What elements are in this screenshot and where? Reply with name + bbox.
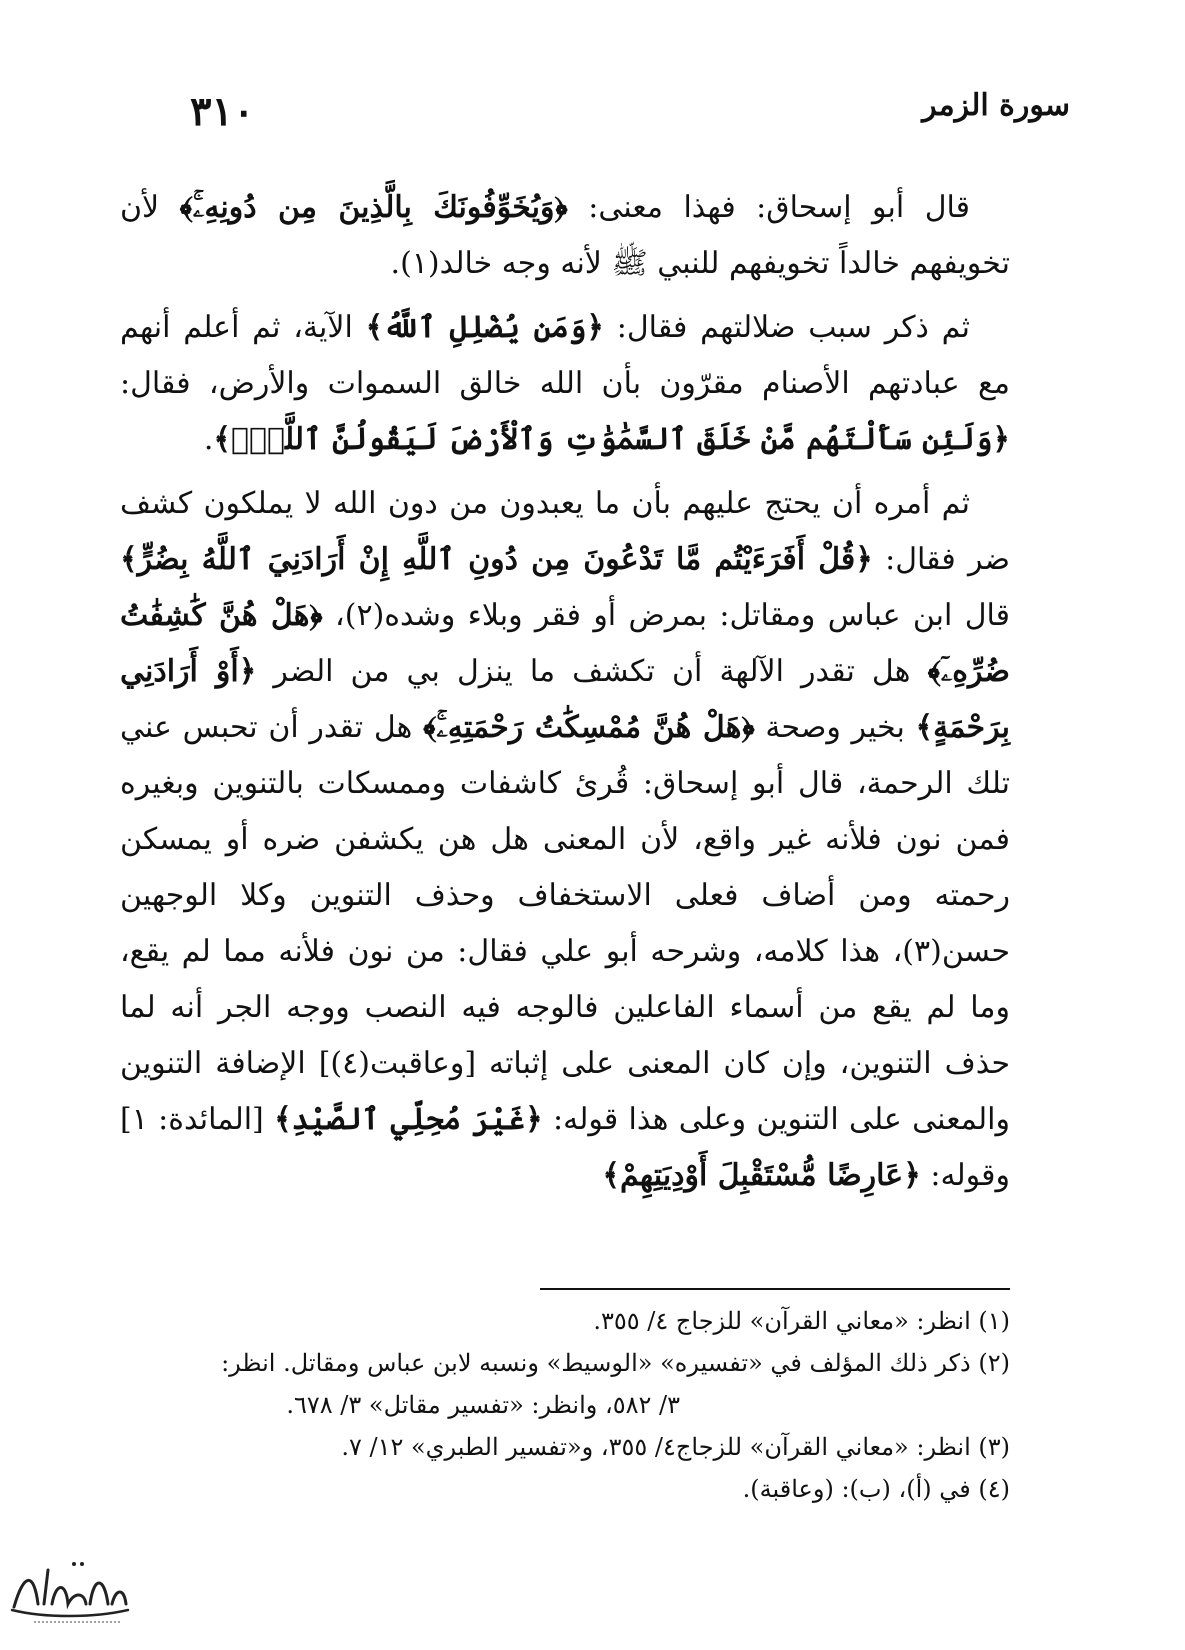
text-run: قال ابن عباس ومقاتل: بمرض أو فقر وبلاء وشده(٢)، (322, 598, 1010, 633)
text-run: بخير وصحة (754, 710, 916, 745)
quran-verse: ﴿هَلْ هُنَّ كَٰشِفَٰتُ ضُرِّهِۦٓ﴾ (120, 598, 1010, 689)
text-run: ثم أمره أن يحتج عليهم بأن ما يعبدون من دون الله لا يملكون كشف ضر فقال: (120, 486, 1010, 577)
footnote-4: (٤) في (أ)، (ب): (وعاقبة). (742, 1475, 1010, 1503)
text-run: [المائدة: ١] وقوله: (120, 1102, 1010, 1193)
footnote-2: (٢) ذكر ذلك المؤلف في «تفسيره» «الوسيط» ونسبه لابن عباس ومقاتل. انظر: (221, 1349, 1010, 1377)
text-run: هل تقدر أن تحبس عني تلك الرحمة، قال أبو إسحاق: قُرئ كاشفات وممسكات بالتنوين وبغيره فمن نون فلأنه غير واقع، لأن المعنى هل هن يكشفن ضره أو يمسكن رحمته ومن أضاف فعلى الاستخفاف وحذف التنوين وكلا الوجهين حسن(٣)، هذا كلامه، وشرحه أبو علي فقال: من نون فلأنه مما لم يقع، وما لم يقع من أسماء الفاعلين فالوجه فيه النصب ووجه الجر أنه لما حذف التنوين، وإن كان المعنى على إثباته [وعاقبت(٤)] الإضافة التنوين والمعنى على التنوين وعلى هذا قوله: (120, 710, 1010, 1137)
text-run: . (203, 422, 214, 457)
paragraph-3 (120, 476, 1010, 1204)
quran-verse: ﴿هَلْ هُنَّ مُمْسِكَٰتُ رَحْمَتِهِۦۚ﴾ (423, 710, 755, 745)
footnote-1: (١) انظر: «معاني القرآن» للزجاج ٤/ ٣٥٥. (593, 1307, 1010, 1335)
text-run: الآية، ثم أعلم أنهم مع عبادتهم الأصنام مقرّون بأن الله خالق السموات والأرض، فقال: (120, 310, 1010, 401)
quran-verse: ﴿أَوْ أَرَادَنِي بِرَحْمَةٍ﴾ (120, 654, 1010, 745)
footnote-divider (540, 1288, 1010, 1290)
text-run: قال أبو إسحاق: فهذا معنى: (567, 190, 970, 225)
quran-verse: ﴿وَلَئِن سَأَلْتَهُم مَّنْ خَلَقَ ٱلسَّمَٰوَٰتِ وَٱلْأَرْضَ لَيَقُولُنَّ ٱللَّهُۚ﴾ (213, 422, 1010, 457)
quran-verse: ﴿غَيْرَ مُحِلِّي ٱلصَّيْدِ﴾ (274, 1102, 543, 1137)
paragraph-1 (120, 180, 1010, 292)
footnote-2-continued: ٣/ ٥٨٢، وانظر: «تفسير مقاتل» ٣/ ٦٧٨. (286, 1391, 680, 1419)
quran-verse: ﴿وَمَن يُضْلِلِ ٱللَّهُ﴾ (365, 310, 604, 345)
page-header (190, 88, 1070, 148)
quran-verse: ﴿وَيُخَوِّفُونَكَ بِالَّذِينَ مِن دُونِهِۦۚ﴾ (179, 190, 568, 225)
quran-verse: ﴿قُلْ أَفَرَءَيْتُم مَّا تَدْعُونَ مِن دُونِ ٱللَّهِ إِنْ أَرَادَنِيَ ٱللَّهُ بِضُرٍّ﴾ (120, 542, 873, 577)
running-title: سورة الزمر (922, 88, 1070, 123)
footnotes (120, 1300, 1010, 1510)
text-run: لأن تخويفهم خالداً تخويفهم للنبي ﷺ لأنه وجه خالد(١). (120, 190, 1010, 281)
text-run: ثم ذكر سبب ضلالتهم فقال: (603, 310, 971, 345)
library-stamp-logo (4, 1552, 134, 1632)
quran-verse: ﴿عَارِضًا مُّسْتَقْبِلَ أَوْدِيَتِهِمْ﴾ (602, 1158, 921, 1193)
paragraph-2 (120, 300, 1010, 468)
text-run: هل تقدر الآلهة أن تكشف ما ينزل بي من الضر (256, 654, 928, 689)
footnote-3: (٣) انظر: «معاني القرآن» للزجاج٤/ ٣٥٥، و«تفسير الطبري» ١٢/ ٧. (341, 1433, 1010, 1461)
main-text (120, 180, 1010, 1212)
page-number: ٣١٠ (190, 88, 255, 135)
